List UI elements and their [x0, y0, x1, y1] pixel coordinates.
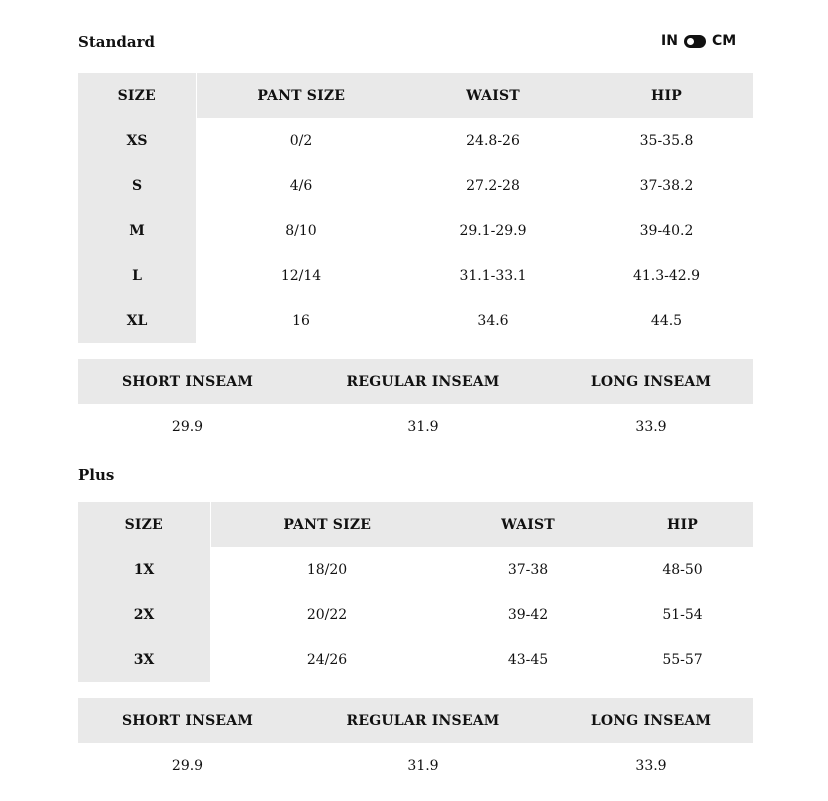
waist-cell: 34.6: [477, 312, 509, 329]
hip-cell: 37-38.2: [639, 177, 694, 194]
size-cell: XS: [78, 118, 196, 163]
waist-cell: 29.1-29.9: [459, 222, 527, 239]
short-inseam-value: 29.9: [171, 418, 204, 435]
hip-cell: 51-54: [662, 606, 703, 623]
long-inseam-value: 33.9: [635, 757, 667, 774]
table-header-row: [78, 502, 753, 547]
hip-cell: 55-57: [662, 651, 703, 668]
waist-cell: 31.1-33.1: [459, 267, 527, 284]
size-cell: XL: [78, 298, 196, 343]
unit-toggle[interactable]: [661, 33, 736, 49]
short-inseam-value: 29.9: [171, 757, 204, 774]
hip-cell: 39-40.2: [639, 222, 694, 239]
header-waist: WAIST: [406, 73, 580, 118]
unit-in-label[interactable]: IN: [661, 33, 678, 49]
inseam-header-row: [78, 698, 753, 743]
waist-cell: 39-42: [507, 606, 549, 623]
standard-size-table: [78, 73, 753, 343]
header-regular-inseam: REGULAR INSEAM: [297, 698, 549, 743]
unit-cm-label[interactable]: CM: [711, 33, 737, 49]
regular-inseam-value: 31.9: [407, 418, 439, 435]
header-size: SIZE: [78, 73, 196, 118]
hip-cell: 35-35.8: [639, 132, 694, 149]
table-row: [78, 118, 753, 163]
table-row: [78, 163, 753, 208]
standard-inseam-table: [78, 359, 753, 449]
inseam-row: [78, 404, 753, 449]
standard-section-title: Standard: [78, 33, 155, 51]
pant-size-cell: 8/10: [285, 222, 317, 239]
toggle-knob: [687, 38, 694, 45]
hip-cell: 44.5: [650, 312, 683, 329]
header-long-inseam: LONG INSEAM: [549, 698, 753, 743]
header-regular-inseam: REGULAR INSEAM: [297, 359, 549, 404]
waist-cell: 27.2-28: [466, 177, 520, 194]
table-row: [78, 592, 753, 637]
header-size: SIZE: [78, 502, 210, 547]
table-row: [78, 208, 753, 253]
inseam-header-row: [78, 359, 753, 404]
size-cell: S: [78, 163, 196, 208]
pant-size-cell: 16: [292, 312, 310, 329]
table-row: [78, 547, 753, 592]
waist-cell: 43-45: [507, 651, 549, 668]
regular-inseam-value: 31.9: [407, 757, 439, 774]
long-inseam-value: 33.9: [635, 418, 667, 435]
header-short-inseam: SHORT INSEAM: [78, 359, 297, 404]
plus-size-table: [78, 502, 753, 682]
pant-size-cell: 20/22: [306, 606, 348, 623]
size-cell: 3X: [78, 637, 210, 682]
hip-cell: 48-50: [662, 561, 703, 578]
size-cell: 1X: [78, 547, 210, 592]
size-cell: 2X: [78, 592, 210, 637]
unit-toggle-switch[interactable]: [684, 35, 706, 48]
header-waist: WAIST: [444, 502, 612, 547]
header-long-inseam: LONG INSEAM: [549, 359, 753, 404]
waist-cell: 37-38: [507, 561, 549, 578]
header-short-inseam: SHORT INSEAM: [78, 698, 297, 743]
pant-size-cell: 0/2: [289, 132, 313, 149]
inseam-row: [78, 743, 753, 788]
pant-size-cell: 12/14: [280, 267, 322, 284]
table-header-row: [78, 73, 753, 118]
table-row: [78, 637, 753, 682]
size-cell: L: [78, 253, 196, 298]
table-row: [78, 253, 753, 298]
pant-size-cell: 4/6: [289, 177, 313, 194]
pant-size-cell: 18/20: [306, 561, 348, 578]
plus-section-title: Plus: [78, 466, 115, 484]
header-pant-size: PANT SIZE: [196, 73, 406, 118]
header-hip: HIP: [580, 73, 753, 118]
pant-size-cell: 24/26: [306, 651, 348, 668]
waist-cell: 24.8-26: [466, 132, 520, 149]
size-cell: M: [78, 208, 196, 253]
table-row: [78, 298, 753, 343]
header-hip: HIP: [612, 502, 753, 547]
header-pant-size: PANT SIZE: [210, 502, 444, 547]
plus-inseam-table: [78, 698, 753, 788]
hip-cell: 41.3-42.9: [632, 267, 701, 284]
